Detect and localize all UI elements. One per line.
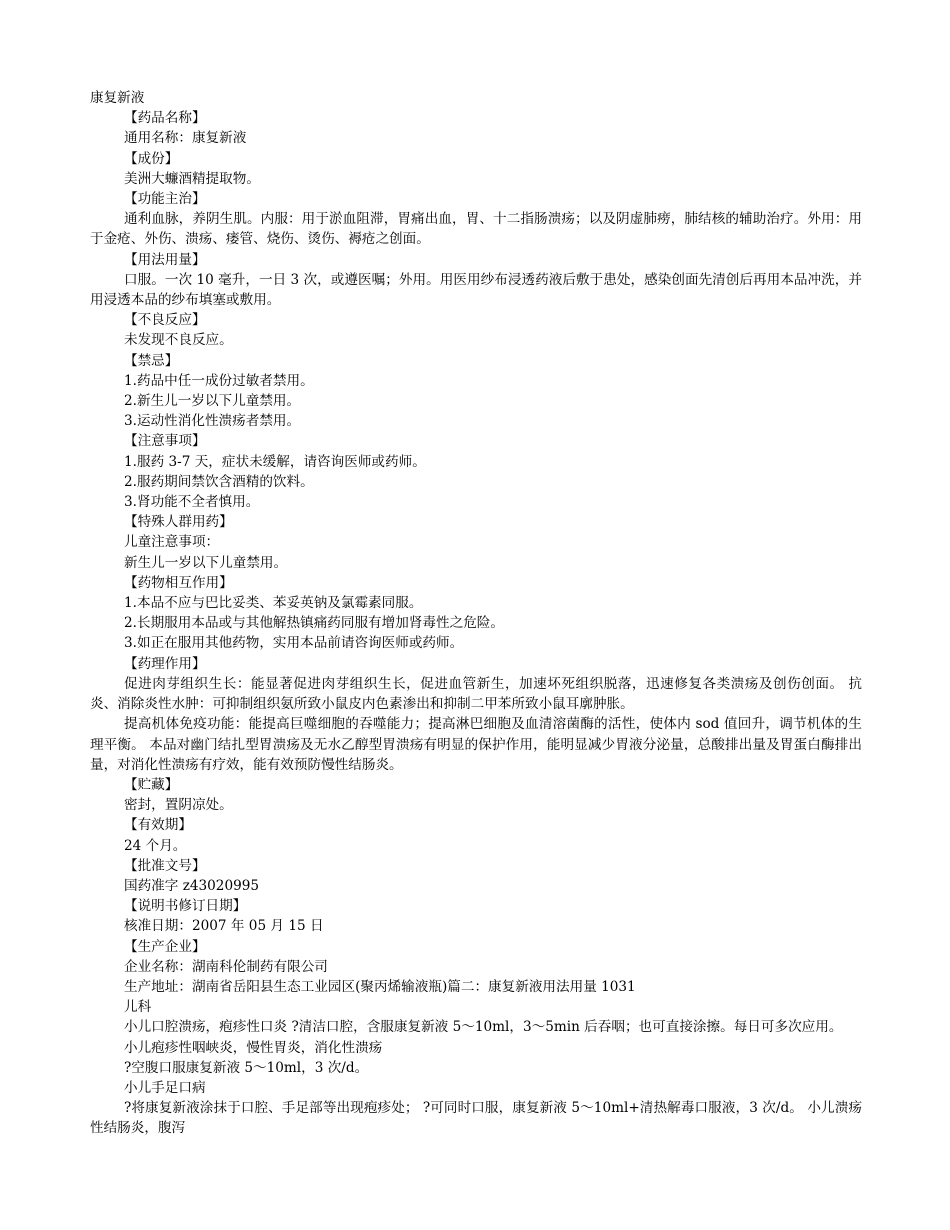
text-line: 3.如正在服用其他药物，实用本品前请咨询医师或药师。 bbox=[124, 635, 464, 652]
section-heading: 【成份】 bbox=[124, 150, 179, 167]
document-page bbox=[90, 88, 862, 1139]
section-heading: 【药理作用】 bbox=[124, 655, 206, 672]
text-line: 小儿疱疹性咽峡炎，慢性胃炎，消化性溃疡 bbox=[124, 1039, 383, 1056]
text-line: 2.长期服用本品或与其他解热镇痛药同服有增加肾毒性之危险。 bbox=[124, 615, 504, 632]
text-line: 1.服药 3-7 天，症状未缓解，请咨询医师或药师。 bbox=[124, 453, 426, 470]
section-heading: 【有效期】 bbox=[124, 817, 192, 834]
paragraph: 口服。一次 10 毫升，一日 3 次，或遵医嘱；外用。用医用纱布浸透药液后敷于患处，感染创面先清创后再用本品冲洗，并用浸透本品的纱布填塞或敷用。 bbox=[90, 271, 862, 309]
text-line: 国药准字 z43020995 bbox=[124, 877, 260, 894]
text-line: 2.服药期间禁饮含酒精的饮料。 bbox=[124, 473, 314, 490]
section-heading: 【药物相互作用】 bbox=[124, 574, 233, 591]
section-heading: 【用法用量】 bbox=[124, 251, 206, 268]
text-line: 1.药品中任一成份过敏者禁用。 bbox=[124, 372, 314, 389]
text-line: 通用名称：康复新液 bbox=[124, 130, 247, 147]
section-heading: 【功能主治】 bbox=[124, 191, 206, 208]
paragraph: 促进肉芽组织生长：能显著促进肉芽组织生长，促进血管新生，加速坏死组织脱落，迅速修复各类溃疡及创伤创面。 抗炎、消除炎性水肿：可抑制组织氨所致小鼠皮内色素渗出和抑制二甲苯所致小鼠耳廓肿胀。 bbox=[90, 675, 862, 713]
text-line: 未发现不良反应。 bbox=[124, 332, 233, 349]
text-line: 3.肾功能不全者慎用。 bbox=[124, 494, 260, 511]
document-body bbox=[90, 108, 862, 1138]
text-line: ?空腹口服康复新液 5～10ml，3 次/d。 bbox=[124, 1059, 369, 1076]
section-heading: 【说明书修订日期】 bbox=[124, 898, 247, 915]
document-title: 康复新液 bbox=[90, 90, 145, 106]
paragraph: 提高机体免疫功能：能提高巨噬细胞的吞噬能力；提高淋巴细胞及血清溶菌酶的活性，使体内 sod 值回升，调节机体的生理平衡。 本品对幽门结扎型胃溃疡及无水乙醇型胃溃疡有明显的保护作用，能明显减少胃液分泌量，总酸排出量及胃蛋白酶排出量，对消化性溃疡有疗效，能有效预防慢性结肠炎。 bbox=[90, 716, 862, 773]
paragraph: 小儿口腔溃疡，疱疹性口炎 ?清洁口腔，含服康复新液 5～10ml，3～5min 后吞咽；也可直接涂擦。每日可多次应用。 bbox=[124, 1019, 843, 1036]
section-heading: 【药品名称】 bbox=[124, 110, 206, 127]
text-line: 3.运动性消化性溃疡者禁用。 bbox=[124, 413, 301, 430]
text-line: 新生儿一岁以下儿童禁用。 bbox=[124, 554, 288, 571]
section-heading: 【生产企业】 bbox=[124, 938, 206, 955]
text-line: 儿童注意事项： bbox=[124, 534, 220, 551]
text-line: 生产地址：湖南省岳阳县生态工业园区(聚丙烯输液瓶)篇二：康复新液用法用量 1031 bbox=[124, 978, 636, 995]
text-line: 小儿手足口病 bbox=[124, 1079, 206, 1096]
paragraph: 通利血脉，养阴生肌。内服：用于淤血阻滞，胃痛出血，胃、十二指肠溃疡；以及阴虚肺痨，肺结核的辅助治疗。外用：用于金疮、外伤、溃疡、瘘管、烧伤、烫伤、褥疮之创面。 bbox=[90, 211, 862, 248]
text-line: 美洲大蠊酒精提取物。 bbox=[124, 170, 260, 187]
text-line: 核准日期：2007 年 05 月 15 日 bbox=[124, 918, 324, 935]
section-heading: 【禁忌】 bbox=[124, 352, 179, 369]
section-heading: 【批准文号】 bbox=[124, 857, 206, 874]
text-line: 24 个月。 bbox=[124, 837, 187, 854]
paragraph: ?将康复新液涂抹于口腔、手足部等出现疱疹处； ?可同时口服，康复新液 5～10ml+清热解毒口服液，3 次/d。 小儿溃疡性结肠炎，腹泻 bbox=[90, 1100, 862, 1137]
text-line: 儿科 bbox=[124, 999, 152, 1016]
text-line: 密封，置阴凉处。 bbox=[124, 797, 233, 814]
text-line: 企业名称：湖南科伦制药有限公司 bbox=[124, 958, 328, 975]
section-heading: 【不良反应】 bbox=[124, 312, 206, 329]
section-heading: 【贮藏】 bbox=[124, 776, 179, 793]
text-line: 1.本品不应与巴比妥类、苯妥英钠及氯霉素同服。 bbox=[124, 595, 423, 612]
section-heading: 【注意事项】 bbox=[124, 433, 206, 450]
text-line: 2.新生儿一岁以下儿童禁用。 bbox=[124, 393, 301, 410]
section-heading: 【特殊人群用药】 bbox=[124, 514, 233, 531]
